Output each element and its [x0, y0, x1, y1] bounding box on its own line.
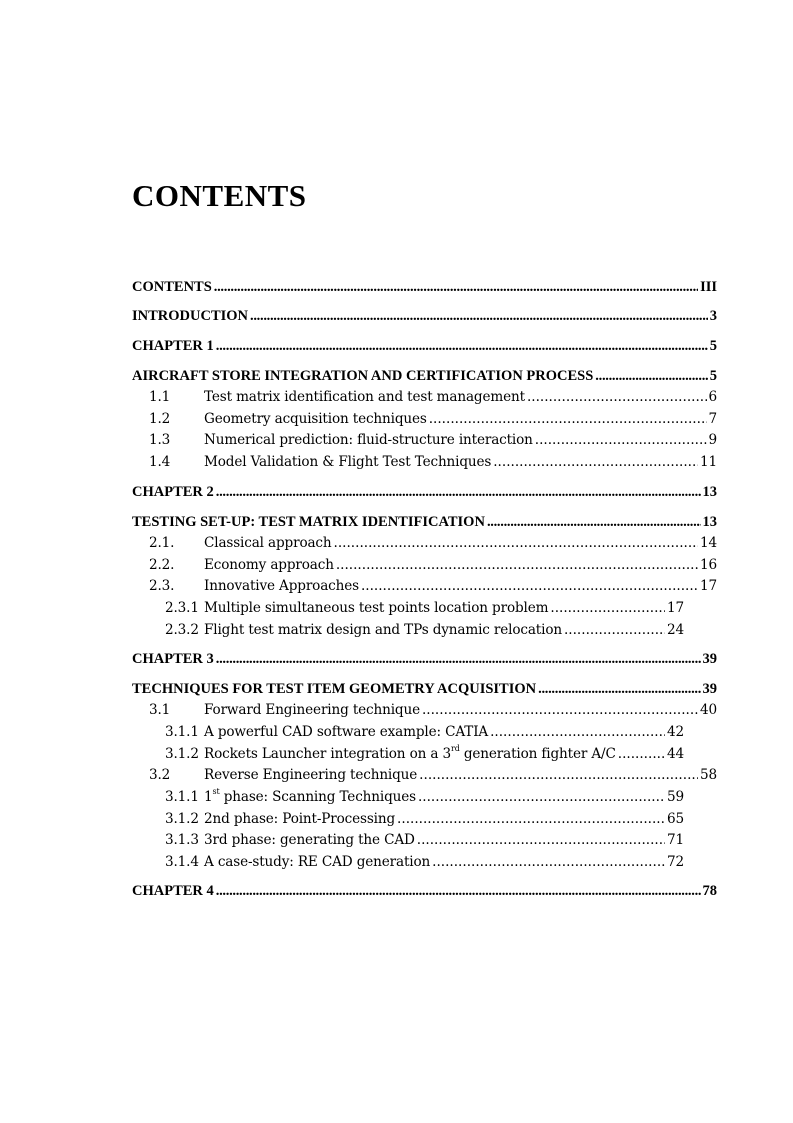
toc-entry-title: 2nd phase: Point-Processing — [204, 811, 396, 827]
toc-entry-3-1[interactable] — [149, 699, 717, 719]
toc-entry-page: 9 — [708, 432, 717, 448]
toc-entry-2-3[interactable] — [149, 575, 717, 595]
toc-entry-title: CHAPTER 3 — [132, 651, 214, 667]
toc-leader-dots — [538, 680, 700, 698]
toc-entry-3-2-4[interactable] — [165, 851, 684, 871]
toc-entry-number: 2.3.2 — [165, 622, 199, 638]
toc-entry-2-2[interactable] — [149, 554, 717, 574]
toc-entry-page: 13 — [702, 484, 717, 500]
toc-entry-3-2[interactable] — [149, 764, 717, 784]
toc-entry-number: 3.1.2 — [165, 811, 199, 827]
toc-leader-dots — [618, 745, 665, 763]
toc-entry-number: 1.1 — [149, 389, 171, 405]
toc-entry-page: 39 — [702, 681, 717, 697]
toc-entry-1-2[interactable] — [149, 408, 717, 428]
toc-entry-chapter-4[interactable] — [132, 880, 717, 900]
toc-leader-dots — [250, 307, 708, 325]
toc-entry-3-1-2[interactable] — [165, 743, 684, 763]
toc-leader-dots — [432, 853, 665, 871]
toc-entry-title: CONTENTS — [132, 279, 212, 295]
toc-entry-2-1[interactable] — [149, 532, 717, 552]
toc-leader-dots — [422, 701, 698, 719]
toc-entry-number: 2.1. — [149, 535, 175, 551]
toc-leader-dots — [429, 410, 707, 428]
toc-leader-dots — [419, 766, 698, 784]
toc-entry-title: Rockets Launcher integration on a 3rd generation fighter A/C — [204, 744, 616, 762]
toc-entry-number: 2.3.1 — [165, 600, 199, 616]
toc-entry-contents[interactable] — [132, 276, 717, 296]
toc-entry-page: 24 — [667, 622, 684, 638]
toc-entry-page: 5 — [709, 338, 717, 354]
toc-leader-dots — [417, 831, 665, 849]
toc-entry-number: 3.1.1 — [165, 724, 199, 740]
toc-entry-title: TECHNIQUES FOR TEST ITEM GEOMETRY ACQUISITION — [132, 681, 537, 697]
toc-entry-page: 72 — [667, 854, 684, 870]
toc-entry-title: CHAPTER 2 — [132, 484, 214, 500]
toc-leader-dots — [527, 388, 707, 406]
toc-entry-page: 13 — [702, 514, 717, 530]
toc-entry-page: 17 — [700, 578, 717, 594]
toc-entry-page: 16 — [700, 557, 717, 573]
toc-entry-title: A powerful CAD software example: CATIA — [204, 724, 489, 740]
toc-entry-number: 1.4 — [149, 454, 171, 470]
toc-entry-title: Classical approach — [204, 535, 332, 551]
toc-entry-title: A case-study: RE CAD generation — [204, 854, 431, 870]
toc-entry-title: Geometry acquisition techniques — [204, 411, 427, 427]
toc-entry-page: III — [700, 279, 717, 295]
toc-leader-dots — [493, 453, 698, 471]
toc-entry-chapter-1[interactable] — [132, 335, 717, 355]
toc-entry-3-2-1[interactable] — [165, 786, 684, 806]
toc-entry-title: INTRODUCTION — [132, 308, 249, 324]
toc-entry-title: Multiple simultaneous test points location problem — [204, 600, 549, 616]
toc-entry-aircraft-store-integration[interactable] — [132, 365, 717, 385]
toc-entry-number: 3.1.3 — [165, 832, 199, 848]
toc-entry-title: TESTING SET-UP: TEST MATRIX IDENTIFICATION — [132, 514, 485, 530]
toc-entry-page: 71 — [667, 832, 684, 848]
toc-entry-introduction[interactable] — [132, 305, 717, 325]
toc-entry-page: 17 — [667, 600, 684, 616]
toc-entry-title: 3rd phase: generating the CAD — [204, 832, 415, 848]
toc-entry-2-3-2[interactable] — [165, 619, 684, 639]
toc-leader-dots — [595, 367, 707, 385]
toc-entry-page: 42 — [667, 724, 684, 740]
toc-entry-chapter-2[interactable] — [132, 481, 717, 501]
toc-entry-title: Economy approach — [204, 557, 334, 573]
toc-entry-number: 3.1 — [149, 702, 171, 718]
toc-entry-number: 1.3 — [149, 432, 171, 448]
toc-leader-dots — [535, 431, 707, 449]
toc-entry-title: Test matrix identification and test management — [204, 389, 525, 405]
toc-entry-title: Reverse Engineering technique — [204, 767, 418, 783]
toc-entry-1-3[interactable] — [149, 429, 717, 449]
toc-entry-page: 40 — [700, 702, 717, 718]
toc-leader-dots — [487, 513, 701, 531]
toc-entry-page: 5 — [709, 368, 717, 384]
toc-entry-number: 3.1.4 — [165, 854, 199, 870]
toc-entry-title: Forward Engineering technique — [204, 702, 420, 718]
toc-entry-techniques-geometry[interactable] — [132, 678, 717, 698]
toc-entry-title: 1st phase: Scanning Techniques — [204, 787, 416, 805]
toc-entry-page: 65 — [667, 811, 684, 827]
toc-leader-dots — [564, 621, 665, 639]
toc-entry-title: AIRCRAFT STORE INTEGRATION AND CERTIFICATION PROCESS — [132, 368, 594, 384]
toc-entry-title: Innovative Approaches — [204, 578, 359, 594]
toc-leader-dots — [216, 337, 708, 355]
toc-entry-1-4[interactable] — [149, 451, 717, 471]
toc-entry-1-1[interactable] — [149, 386, 717, 406]
toc-leader-dots — [397, 810, 665, 828]
toc-entry-page: 6 — [708, 389, 717, 405]
toc-entry-page: 44 — [667, 746, 684, 762]
toc-entry-number: 2.2. — [149, 557, 175, 573]
toc-leader-dots — [216, 483, 701, 501]
toc-entry-page: 7 — [708, 411, 717, 427]
toc-entry-page: 14 — [700, 535, 717, 551]
toc-entry-page: 39 — [702, 651, 717, 667]
toc-entry-title: Numerical prediction: fluid-structure interaction — [204, 432, 533, 448]
toc-entry-testing-set-up[interactable] — [132, 511, 717, 531]
toc-leader-dots — [216, 650, 701, 668]
toc-leader-dots — [336, 556, 698, 574]
toc-entry-page: 78 — [702, 883, 717, 899]
toc-entry-number: 3.1.1 — [165, 789, 199, 805]
toc-entry-title: CHAPTER 1 — [132, 338, 214, 354]
toc-entry-3-2-2[interactable] — [165, 808, 684, 828]
page-title: CONTENTS — [132, 178, 307, 213]
toc-leader-dots — [361, 577, 698, 595]
toc-entry-page: 59 — [667, 789, 684, 805]
toc-entry-3-1-1[interactable] — [165, 721, 684, 741]
toc-entry-page: 3 — [709, 308, 717, 324]
toc-entry-title: Model Validation & Flight Test Techniques — [204, 454, 492, 470]
toc-leader-dots — [334, 534, 698, 552]
toc-entry-title: CHAPTER 4 — [132, 883, 214, 899]
toc-entry-page: 58 — [700, 767, 717, 783]
toc-entry-number: 1.2 — [149, 411, 171, 427]
toc-entry-title: Flight test matrix design and TPs dynamic relocation — [204, 622, 562, 638]
toc-leader-dots — [418, 788, 665, 806]
toc-leader-dots — [214, 278, 698, 296]
toc-leader-dots — [490, 723, 665, 741]
toc-entry-number: 3.1.2 — [165, 746, 199, 762]
toc-entry-2-3-1[interactable] — [165, 597, 684, 617]
toc-entry-number: 2.3. — [149, 578, 175, 594]
toc-entry-3-2-3[interactable] — [165, 829, 684, 849]
toc-entry-number: 3.2 — [149, 767, 171, 783]
toc-leader-dots — [216, 882, 701, 900]
toc-entry-chapter-3[interactable] — [132, 648, 717, 668]
toc-leader-dots — [550, 599, 665, 617]
toc-entry-page: 11 — [700, 454, 717, 470]
